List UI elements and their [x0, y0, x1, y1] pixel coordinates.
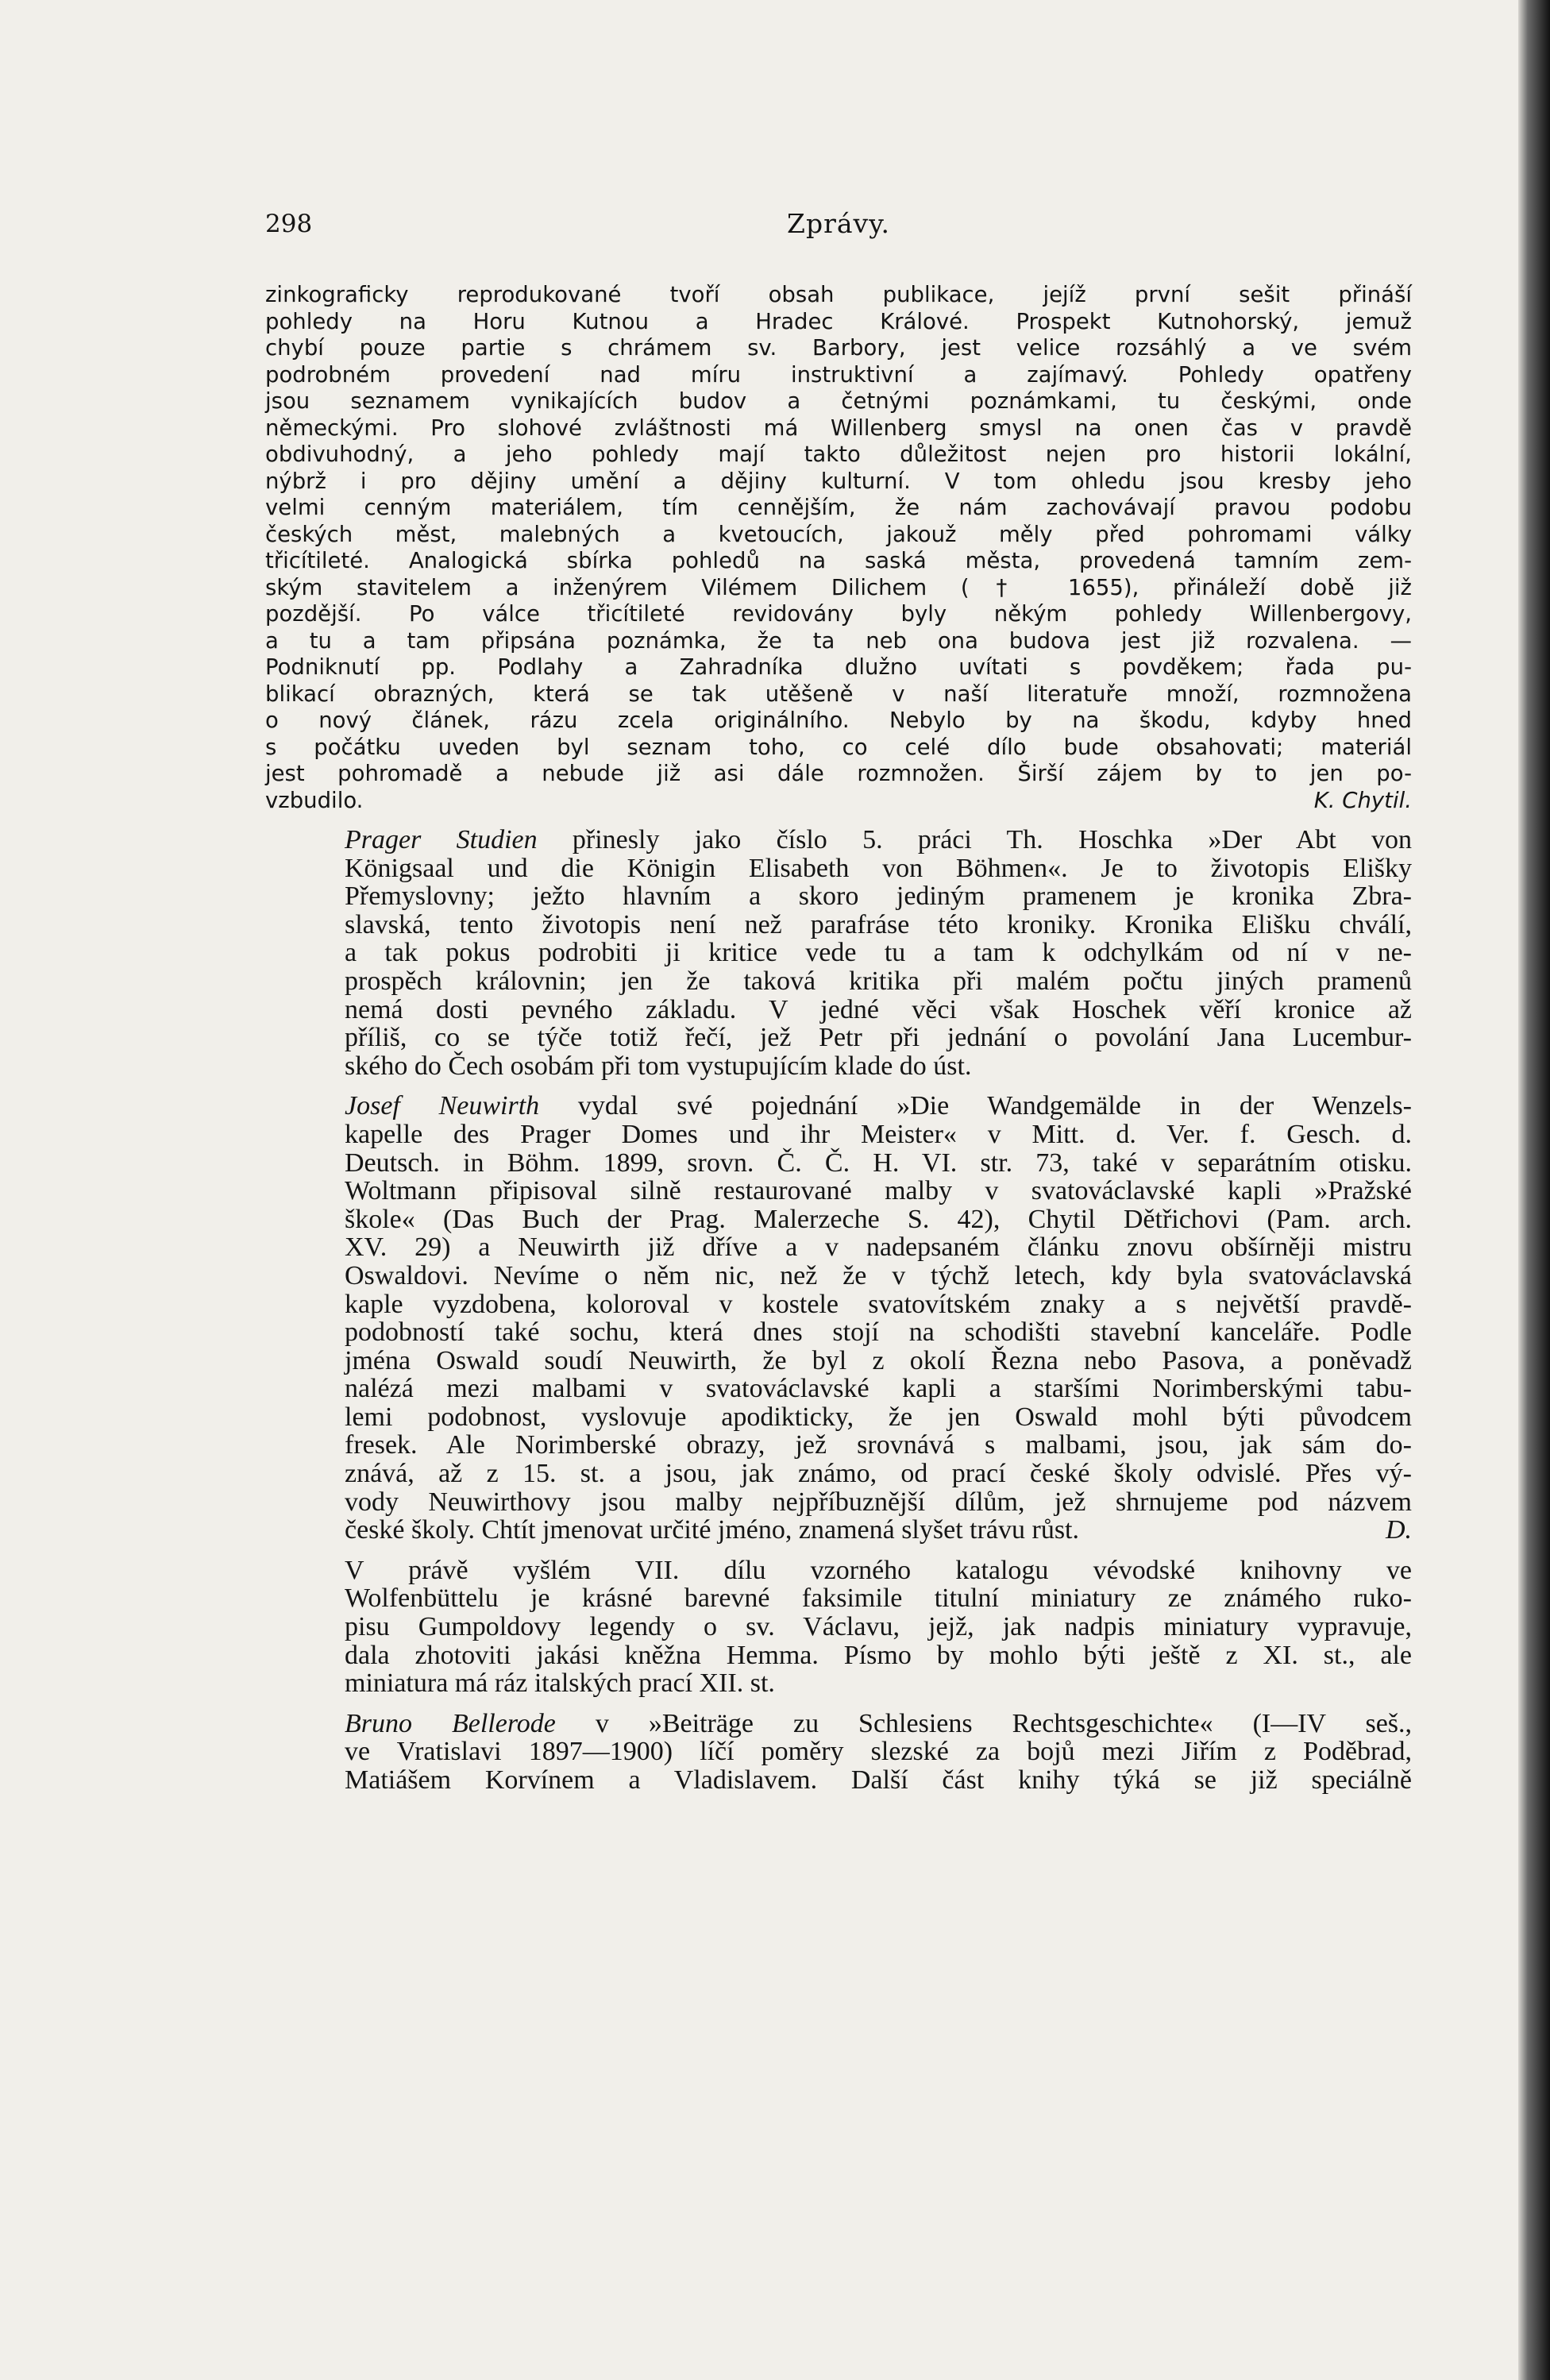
- text-line: Königsaal und die Königin Elisabeth von Böhmen«. Je to životopis Elišky: [345, 853, 1412, 883]
- text-line: Woltmann připisoval silně restaurované malby v svatováclavské kapli »Pražské: [345, 1176, 1412, 1206]
- text-line: jest pohromadě a nebude již asi dále rozmnožen. Širší zájem by to jen po-: [265, 761, 1412, 786]
- text-line: znává, až z 15. st. a jsou, jak známo, od prací české školy odvislé. Přes vý-: [345, 1459, 1412, 1489]
- text-line: [265, 1516, 1412, 1545]
- review-willenberg: [265, 282, 1412, 814]
- note-bellerode: [265, 1710, 1412, 1795]
- text-line: jména Oswald soudí Neuwirth, že byl z okolí Řezna nebo Pasova, a poněvadž: [345, 1345, 1412, 1375]
- text-line: vody Neuwirthovy jsou malby nejpříbuznější dílům, jež shrnujeme pod názvem: [345, 1487, 1412, 1517]
- article-text: [265, 282, 1412, 1795]
- note-wolfenbuttel: [265, 1556, 1412, 1698]
- text-line: Přemyslovny; ježto hlavním a skoro jediným pramenem je kronika Zbra-: [345, 881, 1412, 912]
- text-line: zinkograficky reprodukované tvoří obsah publikace, jejíž první sešit přináší: [265, 282, 1412, 307]
- text-line: Oswaldovi. Nevíme o něm nic, než že v týchž letech, kdy byla svatováclavská: [345, 1260, 1412, 1290]
- text-line: ským stavitelem a inženýrem Vilémem Dilichem († 1655), přináleží době již: [265, 574, 1412, 600]
- text-line: pisu Gumpoldovy legendy o sv. Václavu, jejž, jak nadpis miniatury vypravuje,: [345, 1612, 1412, 1642]
- text-line: [265, 826, 1412, 854]
- text-line: o nový článek, rázu zcela originálního. Nebylo by na škodu, kdyby hned: [265, 708, 1412, 733]
- text-line: slavská, tento životopis není než parafráse této kroniky. Kronika Elišku chválí,: [345, 909, 1412, 939]
- signature: D.: [1385, 1515, 1412, 1545]
- text-line: Podniknutí pp. Podlahy a Zahradníka dlužno uvítati s povděkem; řada pu-: [265, 654, 1412, 680]
- text-line-end: vzbudilo.: [265, 787, 364, 813]
- text-line: jsou seznamem vynikajících budov a četnými poznámkami, tu českými, onde: [265, 388, 1412, 414]
- signature: K. Chytil.: [1313, 787, 1412, 813]
- text-line: blikací obrazných, která se tak utěšeně v naší literatuře množí, rozmnožena: [265, 681, 1412, 707]
- running-title: Zprávy.: [787, 208, 890, 239]
- text-line: kapelle des Prager Domes und ihr Meister« v Mitt. d. Ver. f. Gesch. d.: [345, 1119, 1412, 1149]
- author-name: Prager Studien: [345, 825, 538, 854]
- text-line: podrobném provedení nad míru instruktivní a zajímavý. Pohledy opatřeny: [265, 361, 1412, 388]
- text-line: kaple vyzdobena, koloroval v kostele svatovítském znaky a s největší pravdě-: [345, 1289, 1412, 1319]
- text-line: fresek. Ale Norimberské obrazy, jež srovnává s malbami, jsou, jak sám do-: [345, 1430, 1412, 1460]
- page-number: 298: [265, 210, 313, 238]
- text-line: ve Vratislavi 1897—1900) líčí poměry slezské za bojů mezi Jiřím z Poděbrad,: [345, 1737, 1412, 1767]
- text-line-rest: přinesly jako číslo 5. práci Th. Hoschka »Der Abt von: [572, 825, 1413, 854]
- text-line: prospěch královnin; jen že taková kritika při malém počtu jiných pramenů: [345, 966, 1412, 996]
- text-line: [265, 788, 1412, 815]
- text-line: XV. 29) a Neuwirth již dříve a v nadepsaném článku znovu obšírněji mistru: [345, 1232, 1412, 1263]
- text-line: Matiášem Korvínem a Vladislavem. Další část knihy týká se již speciálně: [345, 1765, 1412, 1795]
- text-line: dala zhotoviti jakási kněžna Hemma. Písmo by mohlo býti ještě z XI. st., ale: [345, 1640, 1412, 1670]
- text-line: škole« (Das Buch der Prag. Malerzeche S. 42), Chytil Dětřichovi (Pam. arch.: [345, 1204, 1412, 1234]
- text-line: chybí pouze partie s chrámem sv. Barbory, jest velice rozsáhlý a ve svém: [265, 335, 1412, 361]
- text-line: Wolfenbüttelu je krásné barevné faksimile titulní miniatury ze známého ruko-: [345, 1583, 1412, 1614]
- text-line: nalézá mezi malbami v svatováclavské kapli a staršími Norimberskými tabu-: [345, 1374, 1412, 1404]
- text-line: V právě vyšlém VII. dílu vzorného katalogu vévodské knihovny ve: [345, 1555, 1412, 1585]
- page-edge-shadow: [1518, 0, 1550, 2380]
- text-line: třicítileté. Analogická sbírka pohledů na saská města, provedená tamním zem-: [265, 548, 1412, 573]
- text-line: s počátku uveden byl seznam toho, co celé dílo bude obsahovati; materiál: [265, 734, 1412, 760]
- author-name: Josef Neuwirth: [345, 1091, 540, 1121]
- text-line: německými. Pro slohové zvláštnosti má Willenberg smysl na onen čas v pravdě: [265, 415, 1412, 441]
- text-line: příliš, co se týče totiž řečí, jež Petr při jednání o povolání Jana Lucembur-: [345, 1023, 1412, 1053]
- text-line: Deutsch. in Böhm. 1899, srovn. Č. Č. H. VI. str. 73, také v separátním otisku.: [345, 1148, 1412, 1178]
- text-line: podobností také sochu, která dnes stojí na schodišti stavební kanceláře. Podle: [345, 1317, 1412, 1348]
- text-line: pohledy na Horu Kutnou a Hradec Králové. Prospekt Kutnohorský, jemuž: [265, 308, 1412, 334]
- page-header: [265, 208, 1412, 256]
- text-line: [265, 1710, 1412, 1738]
- text-line: českých měst, malebných a kvetoucích, jakouž měly před pohromami války: [265, 521, 1412, 547]
- text-line: lemi podobnost, vyslovuje apodikticky, že jen Oswald mohl býti původcem: [345, 1402, 1412, 1432]
- text-line: a tu a tam připsána poznámka, že ta neb ona budova jest již rozvalena. —: [265, 627, 1412, 654]
- author-name: Bruno Bellerode: [345, 1708, 556, 1738]
- text-line: nemá dosti pevného základu. V jedné věci však Hoschek věří kronice až: [345, 994, 1412, 1024]
- text-line: miniatura má ráz italských prací XII. st.: [345, 1668, 775, 1699]
- text-line: ského do Čech osobám při tom vystupujícím klade do úst.: [345, 1051, 972, 1081]
- text-line: nýbrž i pro dějiny umění a dějiny kulturní. V tom ohledu jsou kresby jeho: [265, 468, 1412, 494]
- text-line: pozdější. Po válce třicítileté revidovány byly někým pohledy Willenbergovy,: [265, 601, 1412, 627]
- text-line: velmi cenným materiálem, tím cennějším, že nám zachovávají pravou podobu: [265, 495, 1412, 520]
- text-line: obdivuhodný, a jeho pohledy mají takto důležitost nejen pro historii lokální,: [265, 442, 1412, 467]
- text-line-rest: vydal své pojednání »Die Wandgemälde in der Wenzels-: [577, 1091, 1413, 1121]
- text-line-end: české školy. Chtít jmenovat určité jméno, znamená slyšet trávu růst.: [345, 1515, 1080, 1545]
- text-line-rest: v »Beiträge zu Schlesiens Rechtsgeschichte« (I—IV seš.,: [595, 1708, 1413, 1738]
- note-neuwirth: [265, 1092, 1412, 1545]
- text-line: [265, 1092, 1412, 1121]
- note-prager-studien: [265, 826, 1412, 1080]
- text-line: a tak pokus podrobiti ji kritice vede tu a tam k odchylkám od ní v ne-: [345, 938, 1412, 968]
